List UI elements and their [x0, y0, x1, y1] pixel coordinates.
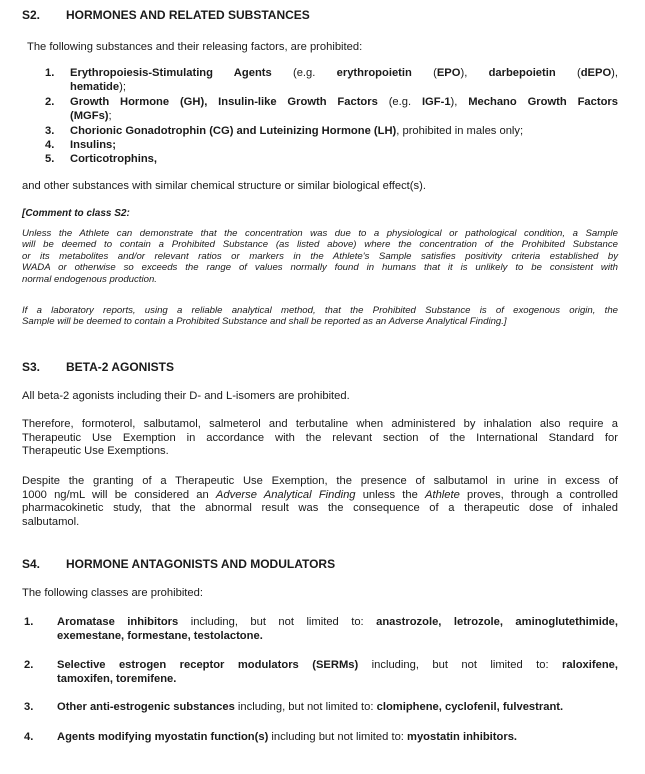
text-run: ),: [611, 67, 618, 79]
list-item-line: [70, 125, 523, 139]
para-line: salbutamol.: [22, 515, 80, 528]
bold-run: tamoxifen, toremifene.: [57, 673, 177, 685]
list-item-line: [57, 659, 618, 673]
bold-run: anastrozole, letrozole, aminoglutethimide,: [376, 616, 618, 628]
para-line: [22, 489, 618, 503]
bold-run: IGF-1: [421, 96, 451, 108]
list-item-line: [70, 110, 112, 124]
italic-run: Athlete: [425, 488, 460, 501]
bold-run: Selective estrogen receptor modulators (SERMs): [57, 659, 359, 671]
list-number: 1.: [45, 67, 55, 79]
bold-run: raloxifene,: [562, 659, 618, 671]
list-item-line: [70, 139, 116, 153]
comment-line: normal endogenous production.: [22, 273, 157, 285]
list-number: 4.: [45, 139, 55, 151]
text-run: );: [119, 81, 126, 93]
text-run: ),: [450, 96, 469, 108]
bold-run: Growth Hormone (GH), Insulin-like Growth Factors: [70, 96, 378, 108]
section-title: HORMONES AND RELATED SUBSTANCES: [66, 8, 310, 22]
s2-closing: and other substances with similar chemical structure or similar biological effect(s).: [22, 180, 426, 192]
list-number: 3.: [45, 125, 55, 137]
para-line: Therefore, formoterol, salbutamol, salmeterol and terbutaline when administered by inhalation also require a: [22, 418, 618, 430]
bold-run: (MGFs): [70, 110, 109, 122]
bold-run: Aromatase inhibitors: [57, 616, 179, 628]
list-number: 1.: [24, 616, 34, 628]
bold-run: Corticotrophins,: [70, 153, 158, 165]
bold-run: darbepoietin: [488, 67, 556, 79]
s2-comment: [22, 228, 618, 285]
comment-line: If a laboratory reports, using a reliable analytical method, that the Prohibited Substance is of exogenous origin, the: [22, 305, 618, 316]
section-code: S4.: [22, 557, 41, 571]
bold-run: Chorionic Gonadotrophin (CG) and Luteinizing Hormone (LH): [70, 125, 397, 137]
bold-run: EPO: [436, 67, 461, 79]
para-line: Therapeutic Use Exemptions.: [22, 445, 169, 458]
section-code: S3.: [22, 360, 41, 374]
bold-run: Agents modifying myostatin function(s): [57, 731, 269, 743]
section-s2-heading: [22, 9, 310, 23]
text-run: (e.g.: [377, 96, 422, 108]
list-item-line: [70, 81, 126, 95]
text-run: (: [555, 67, 581, 79]
text-run: including, but not limited to:: [234, 701, 377, 713]
italic-run: Adverse Analytical Finding: [215, 488, 356, 501]
list-item-line: [70, 67, 618, 81]
s3-para-3: [22, 475, 618, 529]
s2-intro: The following substances and their releasing factors, are prohibited:: [27, 41, 363, 53]
s3-para-1: All beta-2 agonists including their D- and L-isomers are prohibited.: [22, 390, 350, 402]
bold-run: hematide: [70, 81, 120, 93]
section-title: BETA-2 AGONISTS: [66, 360, 175, 374]
text-run: ;: [108, 110, 112, 122]
text-run: proves, through a controlled: [459, 488, 619, 501]
s3-para-2: [22, 418, 618, 459]
text-run: including, but not limited to:: [178, 616, 377, 628]
para-line: pharmacokinetic study, that the abnormal result was the consequence of a therapeutic dose of inhaled: [22, 502, 618, 515]
bold-run: Other anti-estrogenic substances: [57, 701, 235, 713]
section-s4-heading: [22, 558, 335, 572]
s4-intro: The following classes are prohibited:: [22, 587, 203, 599]
bold-run: Insulins;: [70, 139, 116, 151]
section-title: HORMONE ANTAGONISTS AND MODULATORS: [66, 557, 336, 571]
bold-run: exemestane, formestane, testolactone.: [57, 630, 263, 642]
text-run: ),: [460, 67, 489, 79]
text-run: including but not limited to:: [268, 731, 408, 743]
comment-line: WADA or otherwise so exceeds the range of values normally found in humans that it is unlikely to be consistent with: [22, 262, 618, 274]
comment-line: Sample will be deemed to contain a Prohibited Substance and shall be reported as an Adverse Analytical Finding.]: [22, 316, 507, 328]
list-item-line: [57, 616, 618, 630]
list-number: 4.: [24, 731, 34, 743]
comment-line: will be deemed to contain a Prohibited Substance (as listed above) where the concentration of the Prohibited Substance: [22, 239, 618, 251]
list-item-line: [70, 153, 157, 167]
list-item-line: [70, 96, 618, 110]
section-s3-heading: [22, 361, 174, 375]
bold-run: clomiphene, cyclofenil, fulvestrant.: [376, 701, 564, 713]
list-item-line: [57, 630, 263, 644]
list-item-line: [57, 701, 563, 715]
list-item-line: [57, 673, 176, 687]
list-number: 2.: [45, 96, 55, 108]
bold-run: erythropoietin: [336, 67, 412, 79]
para-line: Despite the granting of a Therapeutic Use Exemption, the presence of salbutamol in urine in excess of: [22, 475, 618, 487]
comment-line: or its metabolites and/or relevant ratios or markers in the Athlete's Sample satisfies positivity criteria established by: [22, 250, 618, 262]
text-run: (e.g.: [271, 67, 337, 79]
list-item-line: [57, 731, 517, 745]
para-line: Therapeutic Use Exemption in accordance with the relevant section of the International Standard for: [22, 431, 618, 444]
list-number: 5.: [45, 153, 55, 165]
list-number: 2.: [24, 659, 34, 671]
text-run: (: [411, 67, 437, 79]
text-run: , prohibited in males only;: [396, 125, 524, 137]
comment-title: [Comment to class S2:: [22, 208, 130, 219]
bold-run: myostatin inhibitors.: [407, 731, 518, 743]
text-run: unless the: [355, 488, 426, 501]
text-run: 1000 ng/mL will be considered an: [22, 488, 216, 501]
bold-run: dEPO: [580, 67, 612, 79]
comment-line: Unless the Athlete can demonstrate that the concentration was due to a physiological or pathological condition, a Sample: [22, 228, 618, 239]
list-number: 3.: [24, 701, 34, 713]
bold-run: Erythropoiesis-Stimulating Agents: [70, 67, 272, 79]
bold-run: Mechano Growth Factors: [468, 96, 618, 108]
section-code: S2.: [22, 8, 41, 22]
text-run: including, but not limited to:: [358, 659, 563, 671]
s2-comment-2: [22, 305, 618, 328]
